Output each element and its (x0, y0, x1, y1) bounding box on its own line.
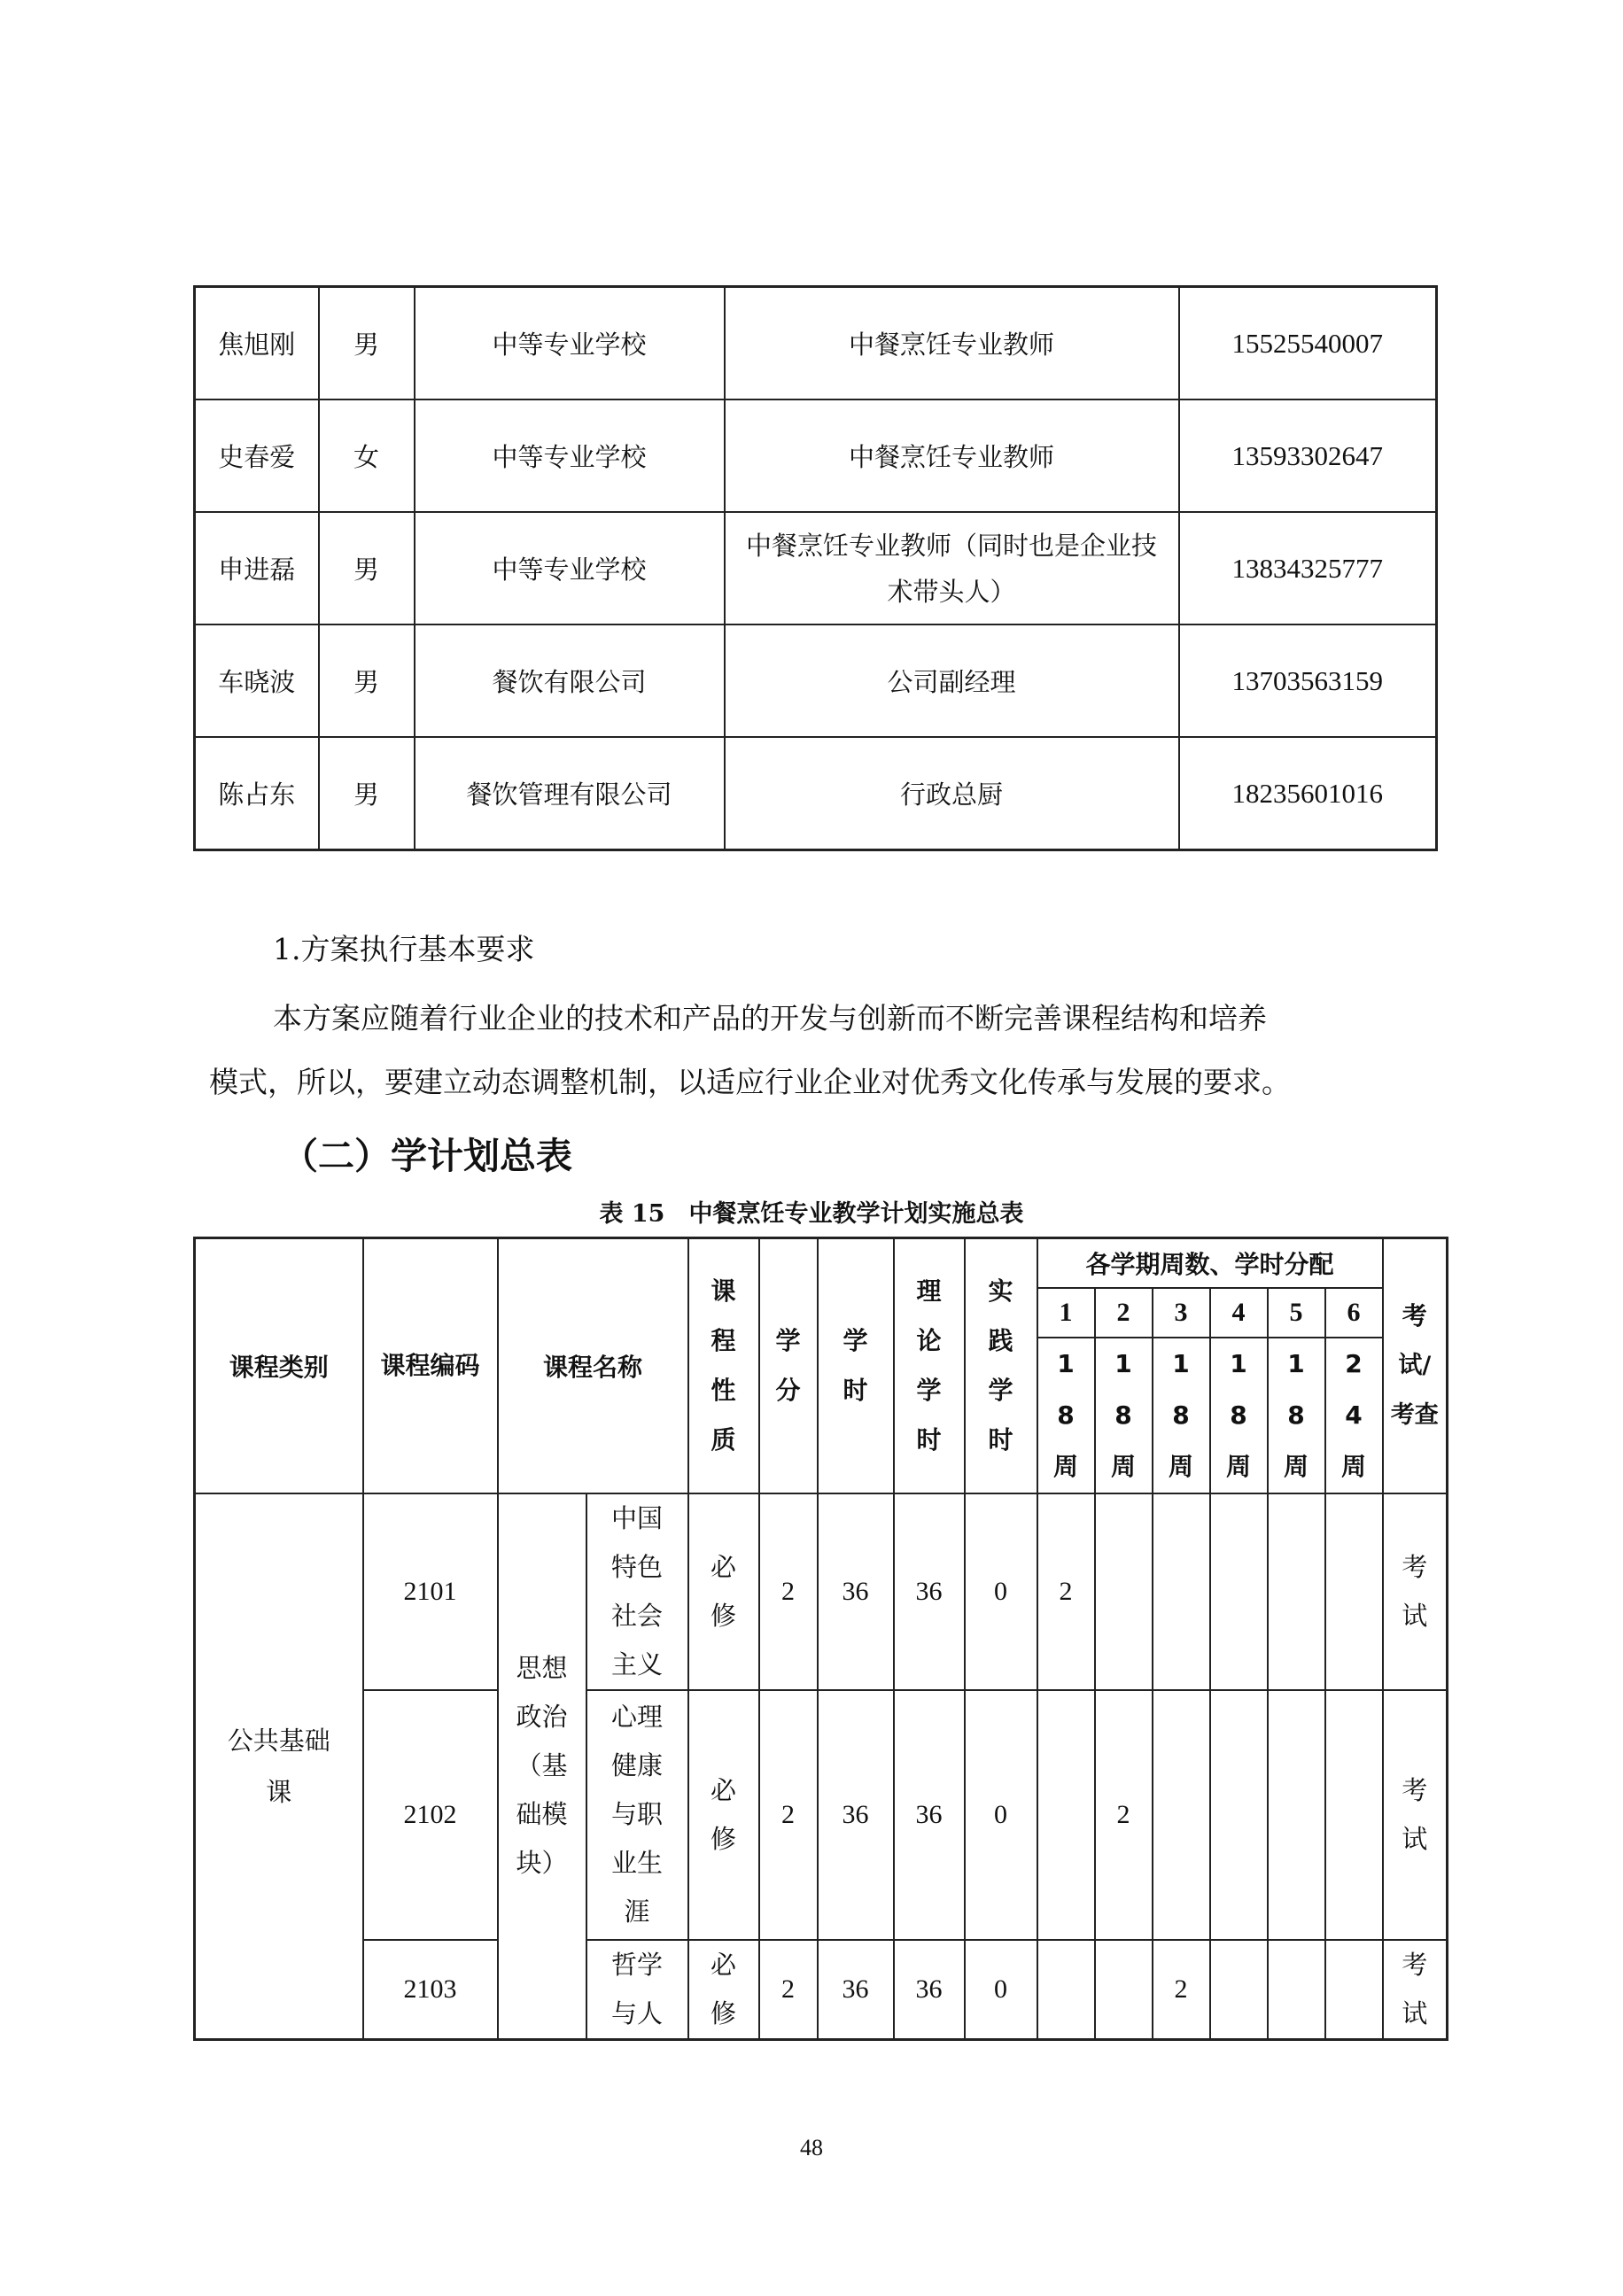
semester-hours (1268, 1493, 1325, 1690)
semester-weeks: 18周 (1095, 1338, 1153, 1493)
course-code: 2103 (363, 1940, 498, 2040)
semester-number: 6 (1325, 1288, 1383, 1338)
staff-gender: 男 (319, 512, 415, 624)
table-row (195, 287, 1437, 400)
section-heading: （二）学计划总表 (282, 1135, 572, 1177)
staff-position: 中餐烹饪专业教师 (725, 399, 1179, 512)
staff-phone: 18235601016 (1179, 737, 1437, 850)
semester-weeks: 18周 (1153, 1338, 1210, 1493)
staff-unit: 中等专业学校 (415, 512, 725, 624)
staff-gender: 女 (319, 399, 415, 512)
course-hours: 36 (818, 1493, 894, 1690)
staff-name: 焦旭刚 (195, 287, 319, 400)
table-row (195, 737, 1437, 850)
course-practice: 0 (965, 1493, 1037, 1690)
page-number: 48 (800, 2135, 823, 2160)
course-module: 思想政治（基础模块） (498, 1493, 586, 2040)
staff-table (193, 285, 1438, 851)
semester-hours (1095, 1493, 1153, 1690)
staff-position: 中餐烹饪专业教师 (725, 287, 1179, 400)
course-hours: 36 (818, 1940, 894, 2040)
semester-hours (1268, 1940, 1325, 2040)
header-row (195, 1238, 1448, 1288)
staff-unit: 餐饮有限公司 (415, 624, 725, 737)
header-distribution: 各学期周数、学时分配 (1037, 1238, 1383, 1288)
semester-hours (1268, 1690, 1325, 1940)
semester-hours (1325, 1940, 1383, 2040)
semester-number: 5 (1268, 1288, 1325, 1338)
staff-name: 陈占东 (195, 737, 319, 850)
semester-hours (1210, 1690, 1268, 1940)
table-row (195, 399, 1437, 512)
semester-weeks: 24周 (1325, 1338, 1383, 1493)
course-exam: 考试 (1383, 1493, 1448, 1690)
semester-hours: 2 (1037, 1493, 1095, 1690)
header-theory: 理论学时 (894, 1238, 965, 1493)
semester-hours: 2 (1153, 1940, 1210, 2040)
semester-number: 1 (1037, 1288, 1095, 1338)
staff-name: 车晓波 (195, 624, 319, 737)
semester-hours (1095, 1940, 1153, 2040)
course-hours: 36 (818, 1690, 894, 1940)
table-row (195, 1940, 1448, 2040)
table-row (195, 1493, 1448, 1690)
staff-gender: 男 (319, 287, 415, 400)
header-code: 课程编码 (363, 1238, 498, 1493)
course-code: 2101 (363, 1493, 498, 1690)
course-practice: 0 (965, 1690, 1037, 1940)
semester-hours (1325, 1493, 1383, 1690)
semester-weeks: 18周 (1268, 1338, 1325, 1493)
semester-hours: 2 (1095, 1690, 1153, 1940)
course-category: 公共基础课 (195, 1493, 363, 2040)
semester-hours (1210, 1493, 1268, 1690)
course-nature: 必修 (688, 1940, 759, 2040)
course-credit: 2 (759, 1690, 818, 1940)
course-nature: 必修 (688, 1690, 759, 1940)
semester-number: 2 (1095, 1288, 1153, 1338)
staff-phone: 13834325777 (1179, 512, 1437, 624)
staff-gender: 男 (319, 737, 415, 850)
course-credit: 2 (759, 1940, 818, 2040)
table-caption: 表 15 中餐烹饪专业教学计划实施总表 (599, 1200, 1024, 1228)
course-nature: 必修 (688, 1493, 759, 1690)
header-practice: 实践学时 (965, 1238, 1037, 1493)
staff-position: 行政总厨 (725, 737, 1179, 850)
header-exam (1383, 1238, 1448, 1493)
header-exam-rest: 试/考查 (1390, 1351, 1439, 1429)
semester-hours (1325, 1690, 1383, 1940)
course-credit: 2 (759, 1493, 818, 1690)
semester-number: 4 (1210, 1288, 1268, 1338)
course-practice: 0 (965, 1940, 1037, 2040)
staff-unit: 餐饮管理有限公司 (415, 737, 725, 850)
course-theory: 36 (894, 1690, 965, 1940)
semester-hours (1153, 1690, 1210, 1940)
course-name: 哲学与人 (586, 1940, 688, 2040)
course-code: 2102 (363, 1690, 498, 1940)
paragraph-line-1: 本方案应随着行业企业的技术和产品的开发与创新而不断完善课程结构和培养 (273, 1001, 1267, 1036)
course-exam: 考试 (1383, 1690, 1448, 1940)
semester-hours (1037, 1690, 1095, 1940)
table-row (195, 624, 1437, 737)
table-row (195, 512, 1437, 624)
semester-hours (1153, 1493, 1210, 1690)
course-theory: 36 (894, 1940, 965, 2040)
header-name: 课程名称 (498, 1238, 688, 1493)
semester-weeks: 18周 (1210, 1338, 1268, 1493)
header-hours: 学时 (818, 1238, 894, 1493)
header-exam-prefix: 考 (1402, 1300, 1427, 1330)
staff-gender: 男 (319, 624, 415, 737)
staff-phone: 15525540007 (1179, 287, 1437, 400)
staff-phone: 13593302647 (1179, 399, 1437, 512)
semester-weeks: 18周 (1037, 1338, 1095, 1493)
course-name: 中国特色社会主义 (586, 1493, 688, 1690)
staff-unit: 中等专业学校 (415, 287, 725, 400)
staff-name: 申进磊 (195, 512, 319, 624)
header-category: 课程类别 (195, 1238, 363, 1493)
item-title: 1.方案执行基本要求 (273, 932, 535, 966)
course-name: 心理健康与职业生涯 (586, 1690, 688, 1940)
teaching-plan-table (193, 1237, 1448, 2041)
semester-hours (1210, 1940, 1268, 2040)
table-row (195, 1690, 1448, 1940)
course-theory: 36 (894, 1493, 965, 1690)
header-credit: 学分 (759, 1238, 818, 1493)
semester-hours (1037, 1940, 1095, 2040)
staff-unit: 中等专业学校 (415, 399, 725, 512)
header-nature: 课程性质 (688, 1238, 759, 1493)
staff-position: 中餐烹饪专业教师（同时也是企业技术带头人） (725, 512, 1179, 624)
paragraph-line-2: 模式，所以，要建立动态调整机制，以适应行业企业对优秀文化传承与发展的要求。 (209, 1065, 1291, 1099)
course-exam: 考试 (1383, 1940, 1448, 2040)
staff-name: 史春爱 (195, 399, 319, 512)
staff-phone: 13703563159 (1179, 624, 1437, 737)
semester-number: 3 (1153, 1288, 1210, 1338)
staff-position: 公司副经理 (725, 624, 1179, 737)
